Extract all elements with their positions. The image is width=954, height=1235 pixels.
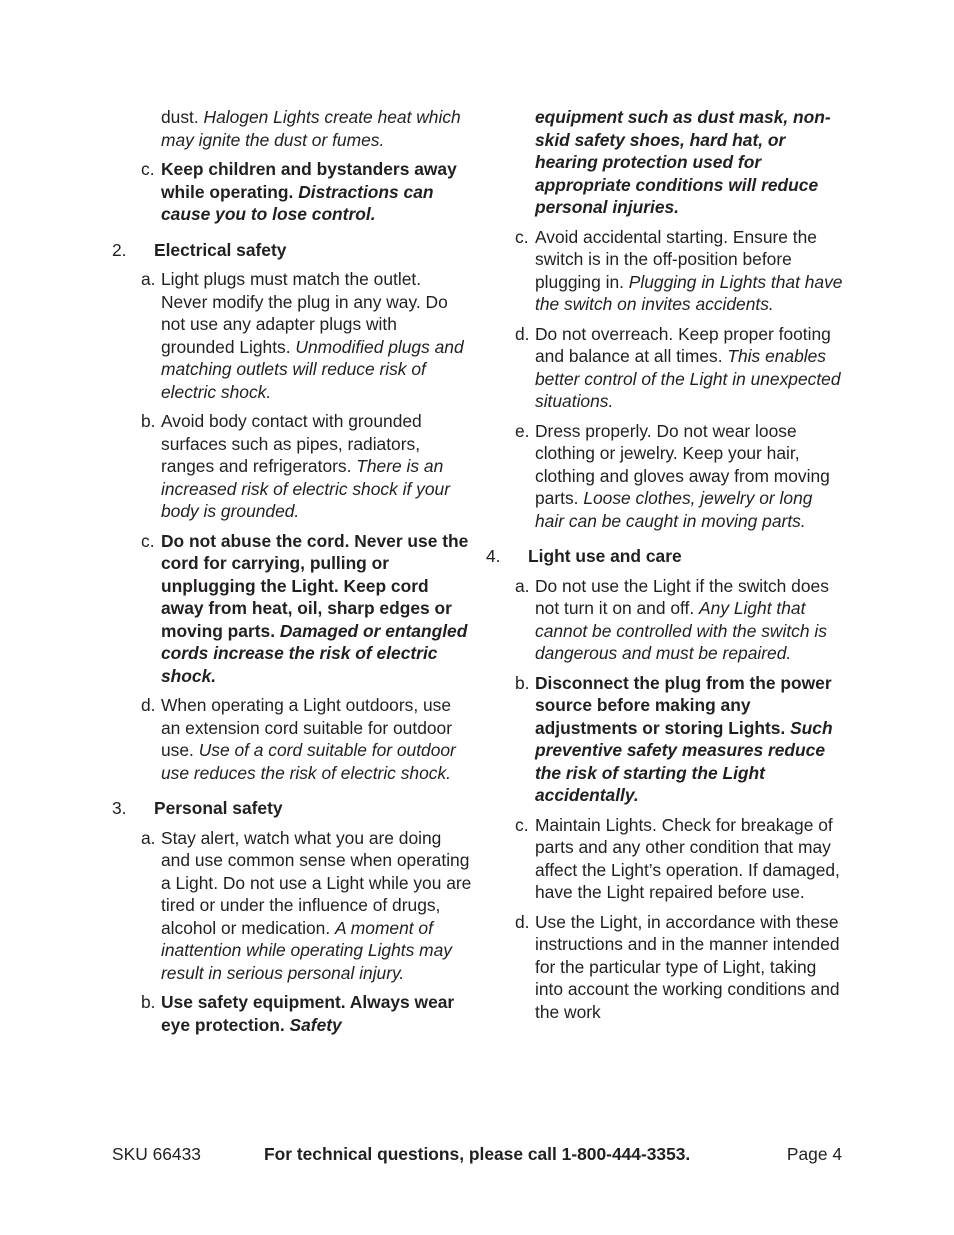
list-item-2d: d. When operating a Light outdoors, use an extension cord suitable for outdoor use. Use of a cord suitable for outdoor use reduces the risk of electric shock. bbox=[141, 695, 456, 783]
list-label: a. bbox=[515, 575, 530, 596]
list-label: b. bbox=[141, 992, 156, 1012]
list-item-2b: b. Avoid body contact with grounded surfaces such as pipes, radiators, ranges and refrigerators. There is an increased risk of electric shock if your body is grounded. bbox=[141, 411, 450, 521]
list-label: b. bbox=[141, 411, 156, 431]
section-heading-personal-safety: 3. Personal safety bbox=[112, 798, 283, 818]
list-item-1b-continued: dust. Halogen Lights create heat which may ignite the dust or fumes. bbox=[161, 107, 461, 150]
right-column bbox=[486, 106, 846, 1030]
list-label: c. bbox=[141, 530, 155, 551]
list-item-4a: a. Do not use the Light if the switch does not turn it on and off. Any Light that cannot be controlled with the switch is dangerous and must be repaired. bbox=[515, 575, 829, 663]
list-item-3a: a. Stay alert, watch what you are doing and use common sense when operating a Light. Do not use a Light while you are tired or under the influence of drugs, alcohol or medication. A moment of inattention while operating Lights may result in serious personal injury. bbox=[141, 827, 472, 983]
list-item-4d: d. Use the Light, in accordance with these instructions and in the manner intended for the particular type of Light, taking into account the working conditions and the work bbox=[515, 911, 840, 1022]
page-number: Page 4 bbox=[786, 1144, 842, 1164]
list-label: d. bbox=[515, 323, 530, 344]
list-label: c. bbox=[515, 814, 529, 835]
sku-number: SKU 66433 bbox=[112, 1144, 201, 1164]
list-item-3e: e. Dress properly. Do not wear loose clothing or jewelry. Keep your hair, clothing and gloves away from moving parts. Loose clothes, jewelry or long hair can be caught in moving parts. bbox=[515, 420, 830, 531]
list-label: c. bbox=[515, 226, 529, 247]
tech-support-line: For technical questions, please call 1-800-444-3353. bbox=[264, 1144, 691, 1164]
page-footer bbox=[112, 1142, 842, 1166]
list-item-3d: d. Do not overreach. Keep proper footing and balance at all times. This enables better control of the Light in unexpected situations. bbox=[515, 323, 841, 411]
list-label: a. bbox=[141, 827, 156, 848]
list-item-3b: b. Use safety equipment. Always wear eye protection. Safety bbox=[141, 992, 455, 1035]
list-item-4b: b. Disconnect the plug from the power source before making any adjustments or storing Lights. Such preventive safety measures reduce the risk of starting the Light accidentally. bbox=[515, 672, 833, 805]
list-label: d. bbox=[141, 695, 156, 715]
section-heading-electrical-safety: 2. Electrical safety bbox=[112, 239, 287, 260]
list-label: c. bbox=[141, 159, 155, 179]
list-label: a. bbox=[141, 269, 156, 289]
list-label: b. bbox=[515, 672, 530, 693]
list-item-2c: c. Do not abuse the cord. Never use the cord for carrying, pulling or unplugging the Light. Keep cord away from heat, oil, sharp edges or moving parts. Damaged or entangled cords increase the risk of electric shock. bbox=[141, 530, 469, 686]
list-item-4c: c. Maintain Lights. Check for breakage of parts and any other condition that may affect the Light’s operation. If damaged, have the Light repaired before use. bbox=[515, 814, 840, 902]
section-heading-light-use-and-care: 4. Light use and care bbox=[486, 546, 682, 566]
list-item-3b-continued: equipment such as dust mask, non-skid safety shoes, hard hat, or hearing protection used for appropriate conditions will reduce personal injuries. bbox=[535, 107, 831, 217]
left-column bbox=[112, 106, 472, 1043]
list-item-2a: a. Light plugs must match the outlet. Never modify the plug in any way. Do not use any adapter plugs with grounded Lights. Unmodified plugs and matching outlets will reduce risk of electric shock. bbox=[141, 269, 464, 402]
list-item-3c: c. Avoid accidental starting. Ensure the switch is in the off-position before plugging in. Plugging in Lights that have the switch on invites accidents. bbox=[515, 226, 843, 314]
list-label: d. bbox=[515, 911, 530, 932]
list-label: e. bbox=[515, 420, 530, 441]
list-item-1c: c. Keep children and bystanders away while operating. Distractions can cause you to lose control. bbox=[141, 159, 457, 224]
